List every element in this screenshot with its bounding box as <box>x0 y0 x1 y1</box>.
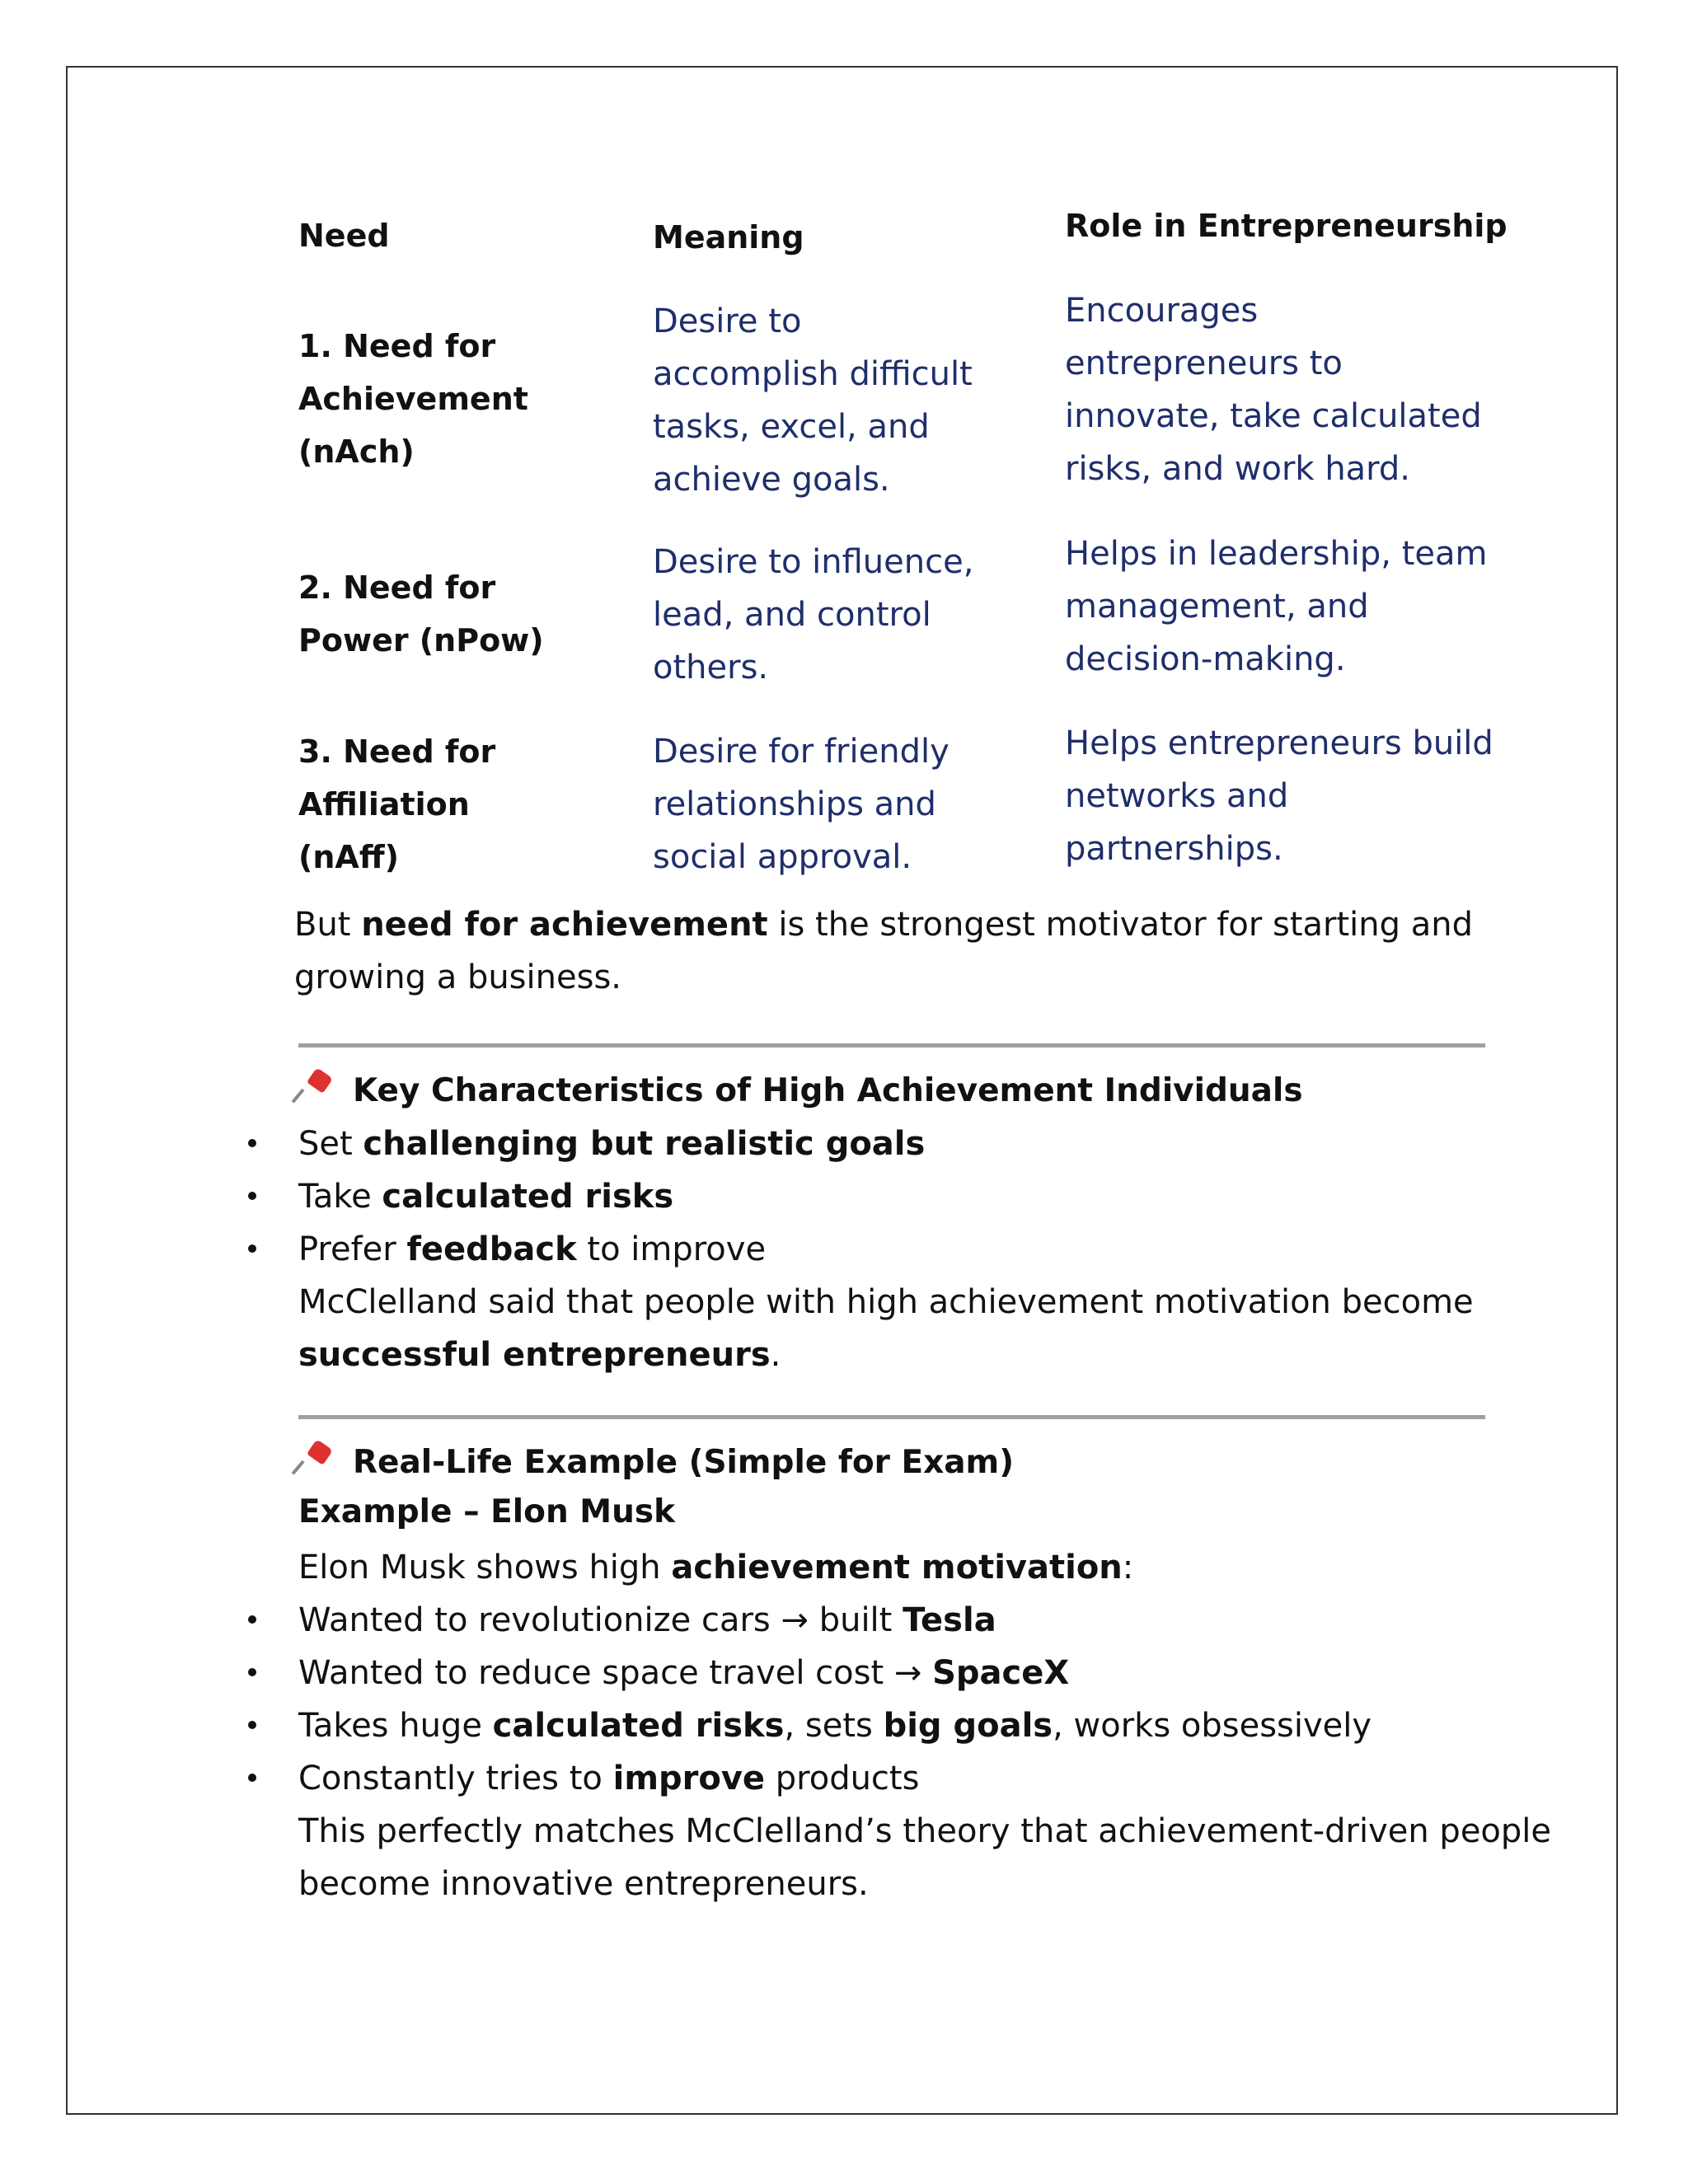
header-meaning: Meaning <box>653 219 804 255</box>
table-row-1-meaning: Desire to accomplish difficult tasks, excel, and achieve goals. <box>653 302 973 499</box>
section-1-paragraph: McClelland said that people with high achievement motivation become successful entrepreneurs. <box>298 1283 1474 1374</box>
bullet-icon <box>248 1668 256 1676</box>
bullet-icon <box>248 1721 256 1729</box>
table-row-2-role: Helps in leadership, team management, and decision-making. <box>1065 535 1488 678</box>
table-row-1-role: Encourages entrepreneurs to innovate, take calculated risks, and work hard. <box>1065 292 1482 488</box>
bullet-icon <box>248 1192 256 1200</box>
table-row-3-need: 3. Need for Affiliation (nAff) <box>298 733 496 875</box>
divider-1 <box>298 1043 1485 1047</box>
pushpin-icon <box>298 1441 331 1478</box>
bullet-icon <box>248 1244 256 1253</box>
table-row-2-need: 2. Need for Power (nPow) <box>298 569 544 658</box>
bullet-icon <box>248 1139 256 1147</box>
section-2-closing: This perfectly matches McClelland’s theory that achievement-driven people become innovative entrepreneurs. <box>298 1812 1552 1903</box>
section-2-intro: Elon Musk shows high achievement motivation: <box>298 1549 1134 1586</box>
table-row-1-need: 1. Need for Achievement (nAch) <box>298 328 528 470</box>
table-row-3-role: Helps entrepreneurs build networks and partnerships. <box>1065 724 1493 868</box>
header-need: Need <box>298 218 390 254</box>
section-2-heading: Real-Life Example (Simple for Exam) <box>298 1441 1014 1481</box>
summary-paragraph: But need for achievement is the strongest motivator for starting and growing a business. <box>294 906 1474 996</box>
bullet-icon <box>248 1774 256 1782</box>
table-row-3-meaning: Desire for friendly relationships and social approval. <box>653 733 950 876</box>
table-row-2-meaning: Desire to influence, lead, and control others. <box>653 543 974 687</box>
bullet-icon <box>248 1615 256 1624</box>
section-1-heading: Key Characteristics of High Achievement Individuals <box>298 1070 1303 1109</box>
pushpin-icon <box>298 1070 331 1106</box>
divider-2 <box>298 1415 1485 1419</box>
header-role: Role in Entrepreneurship <box>1065 208 1507 244</box>
section-2-subheading: Example – Elon Musk <box>298 1493 676 1530</box>
